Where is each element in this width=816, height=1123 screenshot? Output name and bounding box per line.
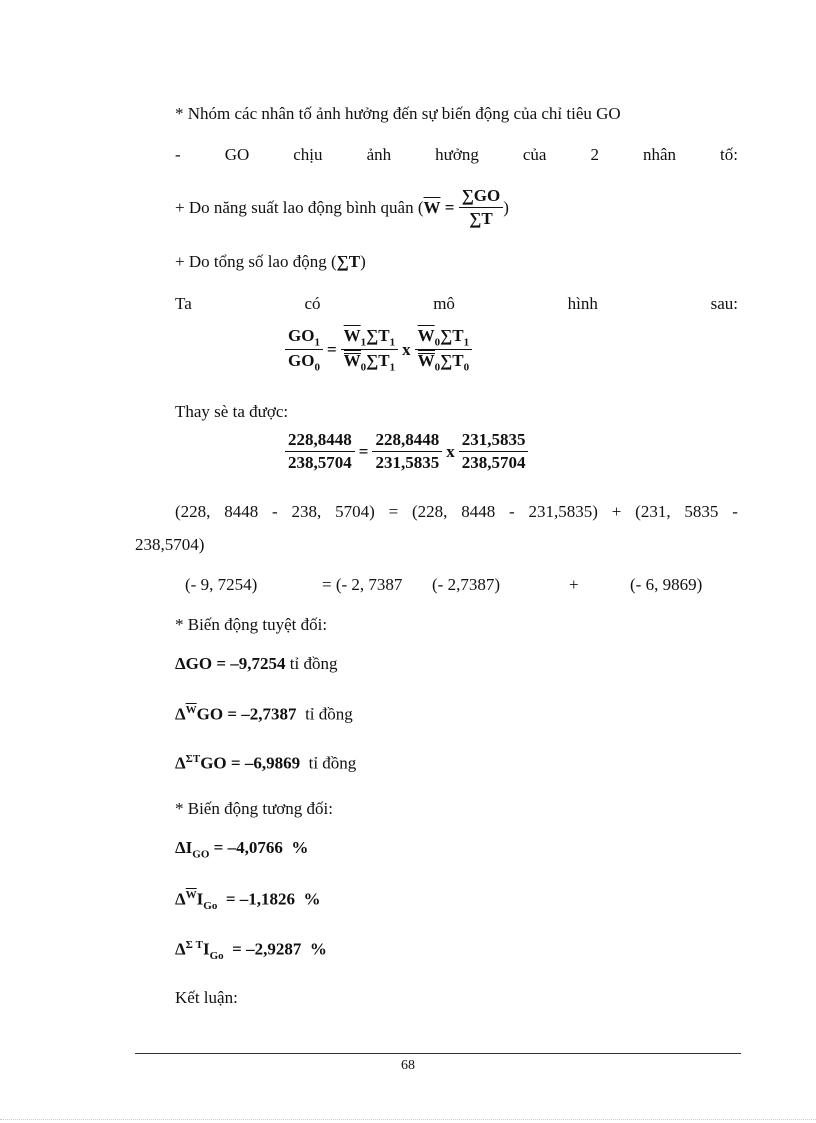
factor2-text: + Do tổng số lao động ( [175,252,337,271]
result-d: (- 6, 9869) [630,575,703,594]
word: - [175,145,181,164]
lhs-fraction [285,430,355,473]
result-plus: + [569,575,579,594]
word: nhân [642,145,677,164]
token: - [272,502,278,521]
subscript: Go [209,950,224,963]
fraction-numerator: 231,5835 [459,430,529,452]
token: 5835 [684,502,719,521]
w-bar-superscript: W [185,704,197,716]
productivity-index-fraction [341,326,398,374]
equals-sign: = [440,197,459,217]
fraction-denominator: 238,5704 [288,453,352,472]
token: (228, [175,502,211,521]
subscript: 0 [360,361,367,374]
sum-t: ∑T [366,351,390,371]
value: = –2,7387 [223,704,301,724]
substitute-line: Thay sè ta được: [175,402,289,421]
sum-t: ∑T [366,326,390,345]
abs-change-total [175,654,338,674]
subscript: 1 [389,361,396,374]
subscript: 1 [389,336,396,349]
factor-productivity [175,186,509,229]
delta-symbol: Δ [175,753,186,773]
value: = –2,9287 % [223,939,327,959]
result-b: = (- 2, 7387 [322,575,403,594]
value: = –1,1826 % [217,889,321,909]
token: 8448 [224,502,259,521]
word: có [304,294,321,313]
numeric-formula [285,430,528,473]
equals-sign: = [358,441,369,461]
fraction-denominator: 238,5704 [461,453,526,472]
delta-symbol: Δ [175,704,186,724]
delta-symbol: Δ [175,889,186,909]
go-text: GO [200,753,227,773]
subscript: 1 [463,336,470,349]
fraction-numerator: 228,8448 [372,430,442,452]
subscript: 1 [314,336,320,349]
subscript: GO [192,848,210,861]
token: - [732,502,738,521]
fraction-numerator: ∑GO [459,186,504,208]
page-edge [0,1119,816,1120]
factor-labour-count [175,252,366,272]
word: Ta [175,294,192,313]
rel-change-productivity [175,889,321,912]
word: mô [433,294,455,313]
group-heading: * Nhóm các nhân tố ảnh hưởng đến sự biến động của chỉ tiêu GO [175,104,621,123]
labour-index-fraction [415,326,472,374]
subscript: 0 [463,361,470,374]
unit: tỉ đồng [289,654,338,673]
sum-t-superscript: ΣT [185,753,201,765]
index-model-formula [285,326,472,374]
unit: tỉ đồng [304,753,357,773]
w-bar: $\overline{W}$ [343,326,361,345]
w-double-bar: W [343,351,361,371]
unit: tỉ đồng [300,704,353,724]
w-double-bar: W [417,351,435,371]
i-text: I [196,889,204,909]
lhs-fraction [285,326,323,374]
subscript: 0 [314,361,320,374]
close-paren: ) [503,197,509,217]
conclusion-label: Kết luận: [175,988,238,1007]
abs-change-labour [175,753,356,774]
token: = [388,502,399,521]
subscript: Go [203,900,218,913]
sum-t-superscript: Σ T [185,939,203,951]
word: hình [567,294,598,313]
productivity-fraction [459,186,504,229]
equals-sign: = [326,339,337,359]
w-bar-symbol: $\overline{W}$ [423,197,441,217]
footer-rule [135,1053,741,1054]
fraction-numerator: 228,8448 [285,430,355,452]
result-a: (- 9, 7254) [185,575,258,594]
fraction-denominator: 231,5835 [375,453,440,472]
word: ảnh [366,145,392,164]
delta-symbol: Δ [175,939,186,959]
word: GO [224,145,250,164]
word: tố: [720,145,738,164]
word: chịu [293,145,323,164]
token: 5704) [335,502,375,521]
times-sign: x [402,339,411,359]
token: (228, [411,502,448,521]
token: 238, [291,502,322,521]
token: - [509,502,515,521]
w-bar: $\overline{W}$ [417,326,435,345]
value: = –4,0766 % [209,838,309,857]
page-number: 68 [401,1058,415,1073]
times-sign: x [446,441,455,461]
rel-change-labour [175,939,327,962]
result-c: (- 2,7387) [432,575,500,594]
abs-change-productivity [175,704,353,725]
word: 2 [590,145,599,164]
rel-change-total [175,838,308,860]
close-paren: ) [360,252,366,271]
r1-fraction [372,430,442,473]
value: = –6,9869 [226,753,305,773]
go-text: GO [196,704,224,724]
model-line [175,294,738,314]
i-text: I [202,939,210,959]
word: hưởng [435,145,479,164]
sum-t: ∑T [440,351,464,371]
sum-t-symbol: ∑T [336,252,361,271]
token: (231, [635,502,671,521]
difference-line-cont: 238,5704) [135,535,205,554]
factor1-text: + Do năng suất lao động bình quân ( [175,197,424,217]
token: 8448 [461,502,496,521]
difference-line [175,502,738,522]
r2-fraction [459,430,529,473]
fraction-denominator: ∑T [469,209,493,228]
w-bar-superscript: W [185,889,197,901]
delta-i: ΔI [175,838,193,857]
token: 231,5835) [528,502,598,521]
go-text: GO [288,326,315,345]
token: + [611,502,622,521]
go-text: GO [288,351,315,371]
relative-heading: * Biến động tương đối: [175,799,333,818]
delta-go: ΔGO [175,654,213,673]
subscript: 0 [434,361,441,374]
value: = –9,7254 [212,654,290,673]
subscript: 0 [434,336,441,349]
word: sau: [710,294,738,313]
go-depends-line [175,145,738,165]
absolute-heading: * Biến động tuyệt đối: [175,615,328,634]
subscript: 1 [360,336,367,349]
sum-t: ∑T [440,326,464,345]
word: của [522,145,547,164]
